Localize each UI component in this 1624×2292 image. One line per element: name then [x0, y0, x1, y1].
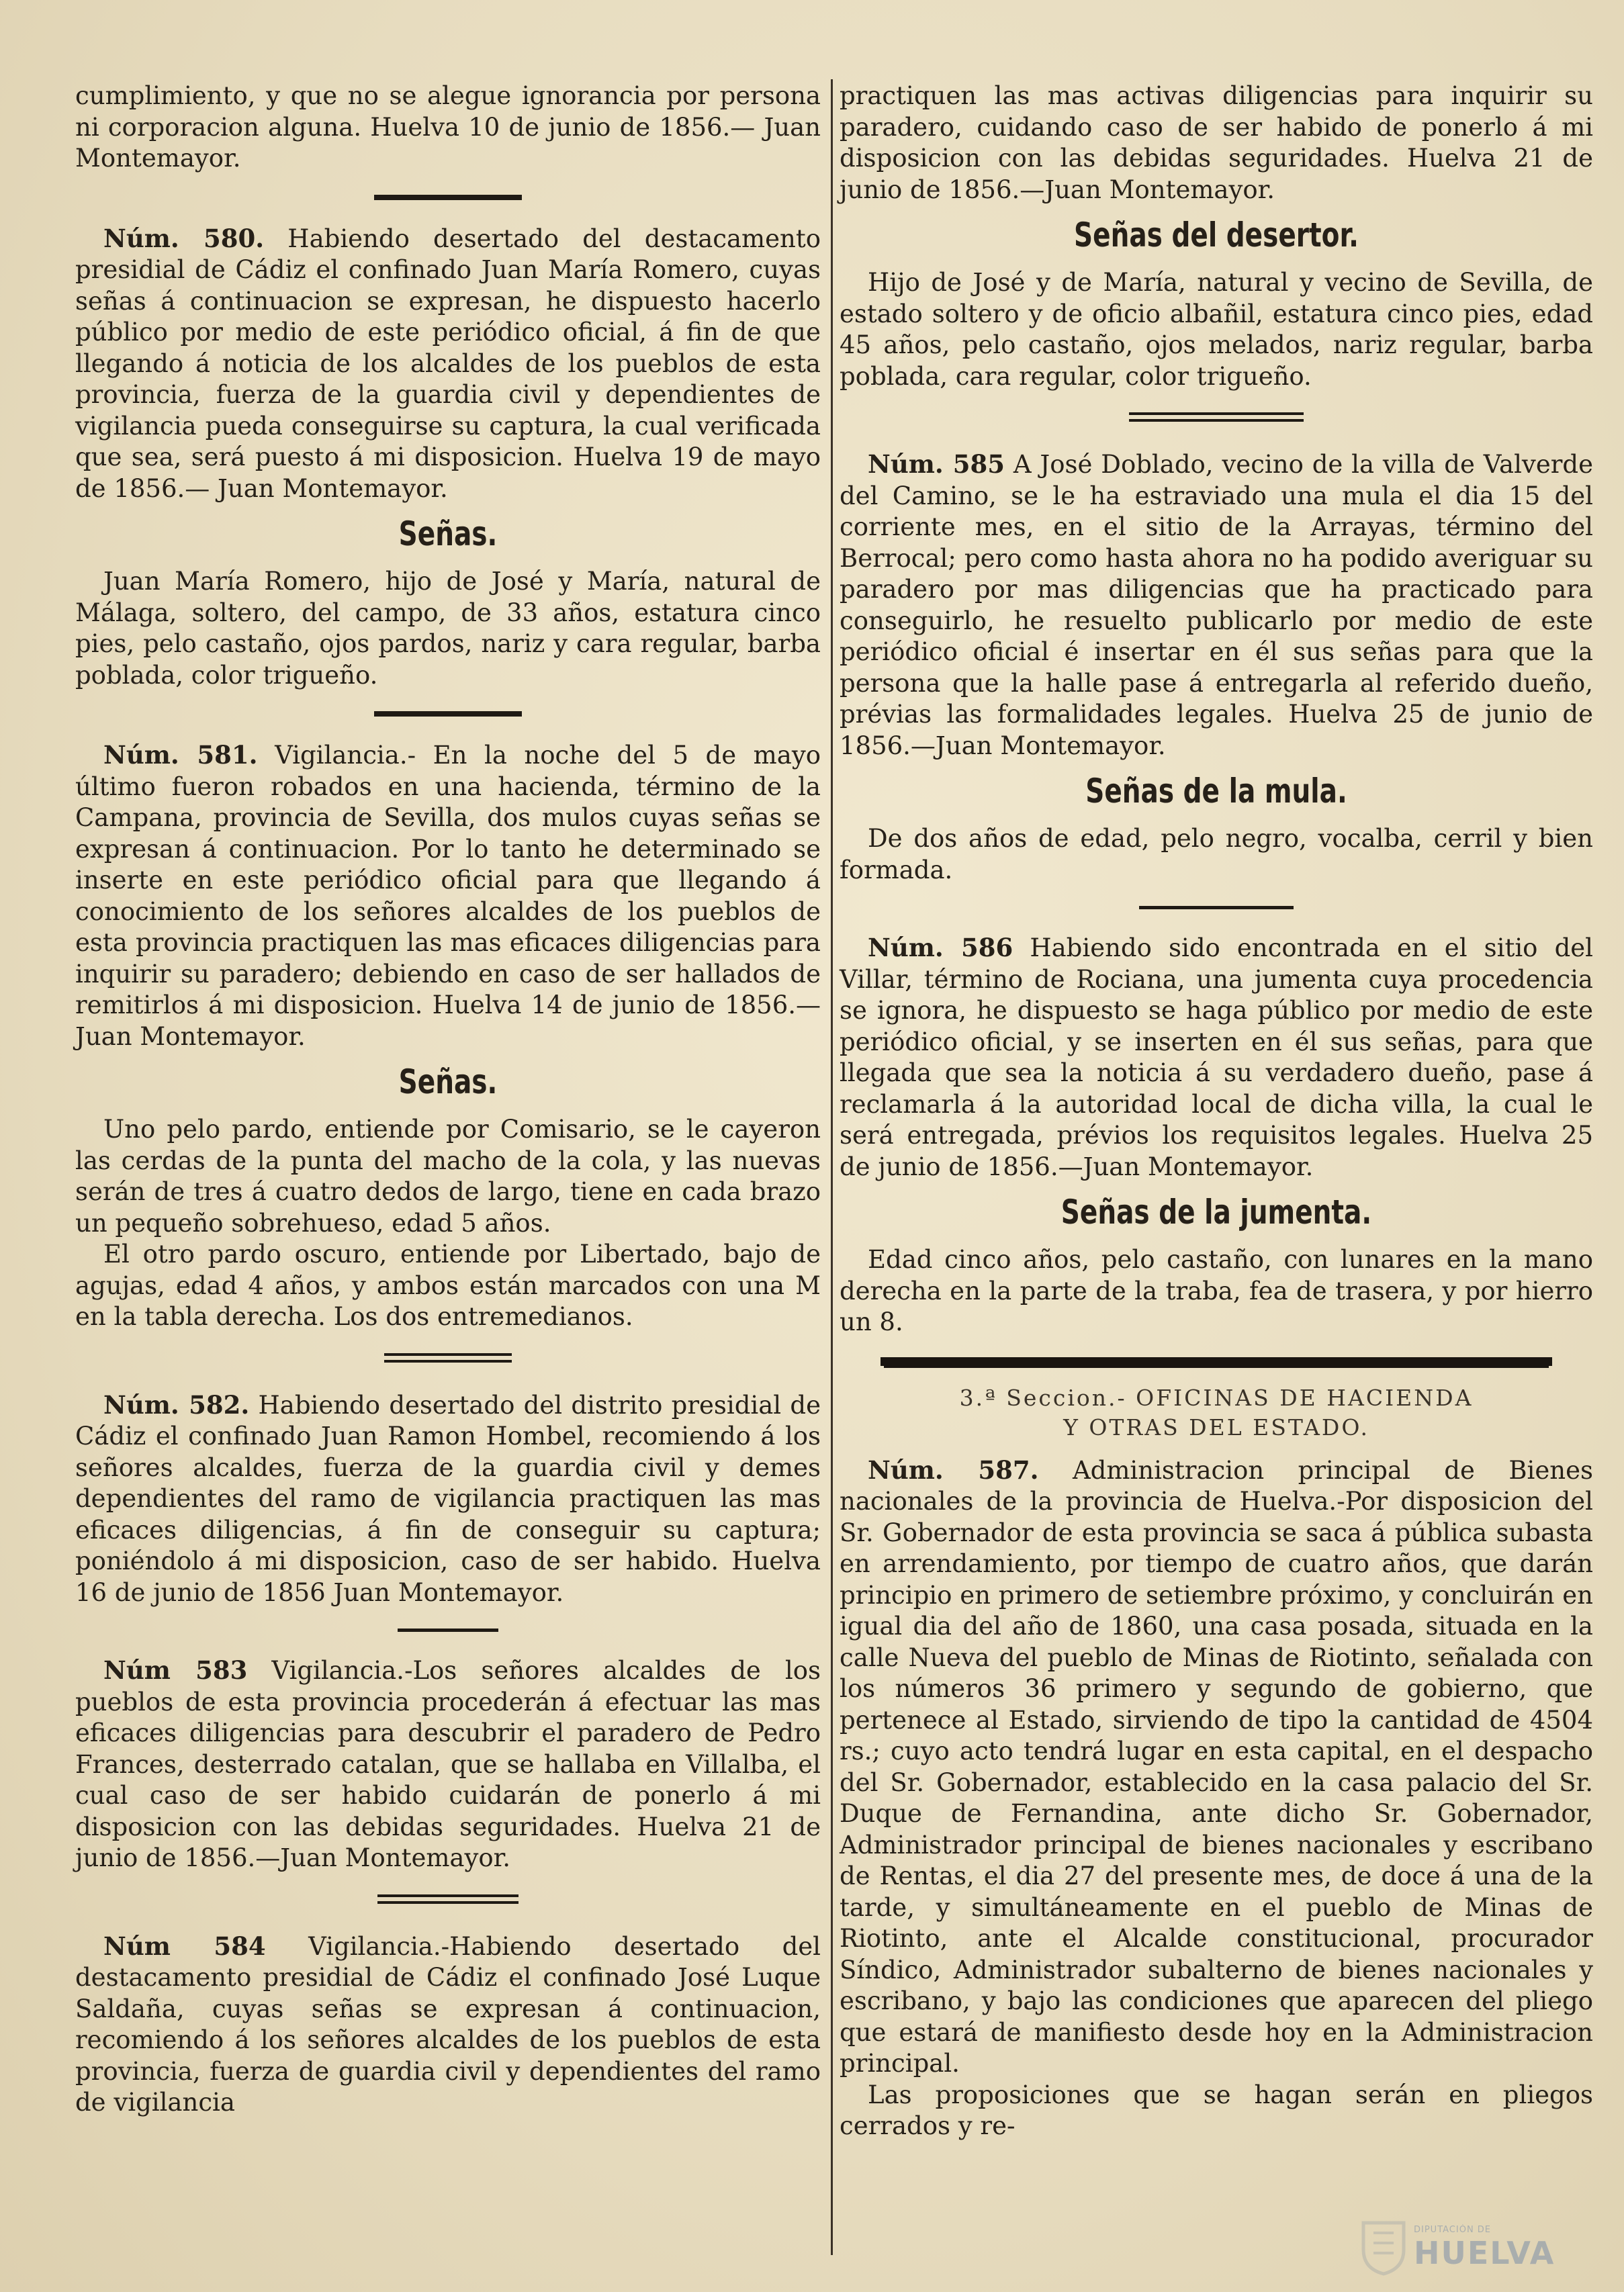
right-column [840, 81, 1593, 2142]
notice-582 [75, 1389, 821, 1609]
separator-rule [374, 711, 522, 717]
heading-senas-1: Señas. [398, 514, 498, 553]
column-divider [831, 79, 833, 2255]
notice-582-text: Habiendo desertado del distrito presidial de Cádiz el confinado Juan Ramon Hombel, recomiendo á los señores alcaldes, fuerza de la guardia civil y demes dependientes del ramo de vigilancia practiquen las mas eficaces diligencias, á fin de conseguir su captura; poniéndolo á mi disposicion, caso de ser habido. Huelva 16 de junio de 1856 Juan Montemayor. [75, 1390, 821, 1607]
separator-rule [398, 1629, 498, 1632]
notice-583 [75, 1655, 821, 1874]
notice-585 [840, 449, 1593, 762]
notice-582-number: Núm. 582. [103, 1389, 250, 1420]
notice-583-text: Vigilancia.-Los señores alcaldes de los pueblos de esta provincia procederán á efectuar las mas eficaces diligencias para descubrir el paradero de Pedro Frances, desterrado catalan, que se hallaba en Villalba, el cual caso de ser habido cuidarán de ponerlo á mi disposicion con las debidas seguridades. Huelva 21 de junio de 1856.—Juan Montemayor. [75, 1656, 821, 1872]
separator-rule [374, 195, 522, 200]
jumenta-text: Edad cinco años, pelo castaño, con lunares en la mano derecha en la parte de la traba, fea de trasera, y por hierro un 8. [840, 1245, 1593, 1336]
desertor-text: Hijo de José y de María, natural y vecino de Sevilla, de estado soltero y de oficio albañil, estatura cinco pies, edad 45 años, pelo castaño, ojos melados, nariz regular, barba poblada, cara regular, color trigueño. [840, 268, 1593, 391]
watermark-subtext: DIPUTACIÓN DE [1414, 2225, 1492, 2235]
notice-587 [840, 1455, 1593, 2080]
heading-senas-2: Señas. [398, 1062, 498, 1101]
notice-585-text: A José Doblado, vecino de la villa de Valverde del Camino, se le ha estraviado una mula el dia 15 del corriente mes, en el sitio de la Arrayas, término del Berrocal; pero como hasta ahora no ha podido averiguar su paradero por mas diligencias que ha practicado para conseguirlo, he resuelto publicarlo por medio de este periódico oficial é insertar en él sus señas para que la persona que la halle pase á entregarla al referido dueño, prévias las formalidades legales. Huelva 25 de junio de 1856.—Juan Montemayor. [840, 450, 1593, 760]
notice-584-number: Núm 584 [103, 1931, 266, 1961]
notice-586-number: Núm. 586 [868, 933, 1013, 962]
separator-double-rule [377, 1894, 518, 1904]
intro-paragraph: cumplimiento, y que no se alegue ignorancia por persona ni corporacion alguna. Huelva 10 de junio de 1856.— Juan Montemayor. [75, 81, 821, 173]
notice-586-text: Habiendo sido encontrada en el sitio del Villar, término de Rociana, una jumenta cuya procedencia se ignora, he dispuesto se haga público por medio de este periódico oficial, y se inserten en él sus señas, para que llegada que sea la noticia á su verdadero dueño, pase á reclamarla á la autoridad local de dicha villa, la cual le será entregada, prévios los requisitos legales. Huelva 25 de junio de 1856.—Juan Montemayor. [840, 933, 1593, 1181]
separator-double-rule [1129, 412, 1304, 422]
notice-587-number: Núm. 587. [868, 1455, 1039, 1485]
notice-584 [75, 1931, 821, 2119]
left-column [75, 81, 821, 2119]
section-title [840, 1383, 1593, 1442]
separator-rule [1139, 906, 1294, 909]
notice-583-number: Núm 583 [103, 1655, 248, 1685]
continuation-paragraph: practiquen las mas activas diligencias para inquirir su paradero, cuidando caso de ser habido de ponerlo á mi disposicion con las debidas seguridades. Huelva 21 de junio de 1856.—Juan Montemayor. [840, 81, 1593, 204]
section-divider-rule [881, 1357, 1552, 1366]
separator-double-rule [384, 1353, 512, 1363]
notice-581-number: Núm. 581. [103, 740, 258, 770]
notice-580 [75, 223, 821, 505]
notice-587-text: Administracion principal de Bienes nacionales de la provincia de Huelva.-Por disposicion del Sr. Gobernador de esta provincia se saca á pública subasta en arrendamiento, por tiempo de cuatro años, que darán principio en primero de setiembre próximo, y concluirán en igual dia del año de 1860, una casa posada, situada en la calle Nueva del pueblo de Minas de Riotinto, señalada con los números 36 primero y segundo de gobierno, que pertenece al Estado, sirviendo de tipo la cantidad de 4504 rs.; cuyo acto tendrá lugar en esta capital, en el despacho del Sr. Gobernador, establecido en la casa palacio del Sr. Duque de Fernandina, ante dicho Sr. Gobernador, Administrador principal de bienes nacionales y escribano de Rentas, el dia 27 del presente mes, de doce á una de la tarde, y simultáneamente en el pueblo de Minas de Riotinto, ante el Alcalde constitucional, procurador Síndico, Administrador subalterno de bienes nacionales y escribano, y bajo las condiciones que aparecen del pliego que estará de manifiesto desde hoy en la Administracion principal. [840, 1455, 1593, 2078]
section-title-line2: Y OTRAS DEL ESTADO. [1063, 1414, 1369, 1440]
mula-text: De dos años de edad, pelo negro, vocalba, cerril y bien formada. [840, 824, 1593, 884]
last-paragraph: Las proposiciones que se hagan serán en pliegos cerrados y re- [840, 2080, 1593, 2140]
notice-584-text: Vigilancia.-Habiendo desertado del destacamento presidial de Cádiz el confinado José Luque Saldaña, cuyas señas se expresan á continuacion, recomiendo á los señores alcaldes de los pueblos de esta provincia, fuerza de guardia civil y dependientes del ramo de vigilancia [75, 1931, 821, 2117]
notice-581 [75, 739, 821, 1052]
heading-senas-jumenta: Señas de la jumenta. [1061, 1193, 1372, 1232]
senas-1-text: Juan María Romero, hijo de José y María, natural de Málaga, soltero, del campo, de 33 años, estatura cinco pies, pelo castaño, ojos pardos, nariz y cara regular, barba poblada, color trigueño. [75, 567, 821, 690]
notice-585-number: Núm. 585 [868, 449, 1005, 479]
notice-580-number: Núm. 580. [103, 223, 265, 253]
notice-586 [840, 932, 1593, 1183]
watermark-text: HUELVA [1414, 2235, 1555, 2271]
notice-580-text: Habiendo desertado del destacamento presidial de Cádiz el confinado Juan María Romero, cuyas señas á continuacion se expresan, he dispuesto hacerlo público por medio de este periódico oficial, á fin de que llegando á noticia de los alcaldes de los pueblos de esta provincia, fuerza de la guardia civil y dependientes de vigilancia pueda conseguirse su captura, la cual verificada que sea, será puesto á mi disposicion. Huelva 19 de mayo de 1856.— Juan Montemayor. [75, 224, 821, 503]
senas-2-text-a: Uno pelo pardo, entiende por Comisario, se le cayeron las cerdas de la punta del macho de la cola, y las nuevas serán de tres á cuatro dedos de largo, tiene en cada brazo un pequeño sobrehueso, edad 5 años. [75, 1115, 821, 1238]
notice-581-text: Vigilancia.- En la noche del 5 de mayo último fueron robados en una hacienda, término de la Campana, provincia de Sevilla, dos mulos cuyas señas se expresan á continuacion. Por lo tanto he determinado se inserte en este periódico oficial para que llegando á conocimiento de los señores alcaldes de los pueblos de esta provincia practiquen las mas eficaces diligencias para inquirir su paradero; debiendo en caso de ser hallados de remitirlos á mi disposicion. Huelva 14 de junio de 1856.—Juan Montemayor. [75, 741, 821, 1051]
heading-senas-desertor: Señas del desertor. [1074, 216, 1359, 255]
senas-2-text-b: El otro pardo oscuro, entiende por Libertado, bajo de agujas, edad 4 años, y ambos están marcados con una M en la tabla derecha. Los dos entremedianos. [75, 1240, 821, 1331]
heading-senas-mula: Señas de la mula. [1085, 772, 1347, 811]
section-title-line1: 3.ª Seccion.- OFICINAS DE HACIENDA [959, 1384, 1474, 1411]
